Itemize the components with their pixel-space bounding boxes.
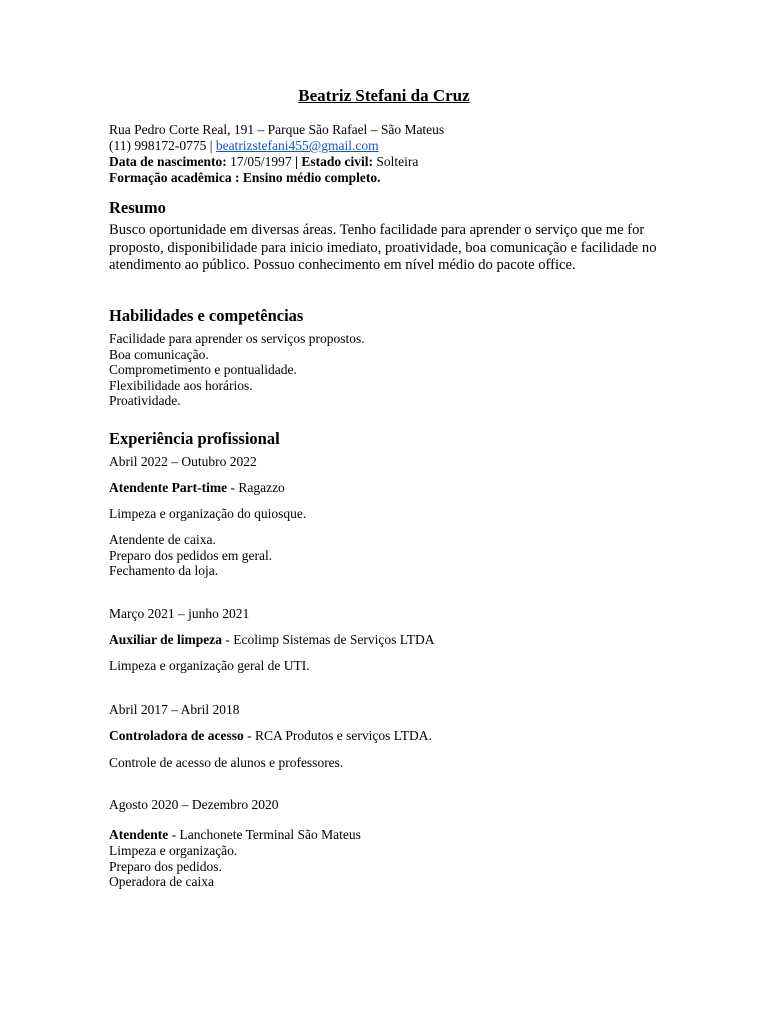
- job-title-line: [109, 827, 361, 843]
- job-role: Atendente Part-time: [109, 480, 228, 495]
- separator: |: [295, 154, 298, 169]
- education: Formação acadêmica : Ensino médio completo.: [109, 170, 381, 185]
- job-description: Limpeza e organização geral de UTI.: [109, 658, 310, 673]
- job-title-line: [109, 728, 432, 744]
- list-item: Limpeza e organização.: [109, 843, 238, 858]
- job-company: - RCA Produtos e serviços LTDA.: [243, 728, 432, 743]
- job-period: Março 2021 – junho 2021: [109, 606, 250, 621]
- skills-heading: Habilidades e competências: [109, 306, 304, 325]
- list-item: Fechamento da loja.: [109, 563, 219, 579]
- candidate-name: Beatriz Stefani da Cruz: [298, 86, 470, 105]
- email-link[interactable]: beatrizstefani455@gmail.com: [215, 138, 379, 153]
- list-item: Boa comunicação.: [109, 346, 209, 362]
- job-company: - Ragazzo: [227, 480, 285, 495]
- job-description: Limpeza e organização do quiosque.: [109, 506, 307, 521]
- list-item: Preparo dos pedidos em geral.: [109, 547, 273, 563]
- birth-label: Data de nascimento:: [109, 154, 227, 169]
- list-item: Preparo dos pedidos.: [109, 858, 222, 874]
- birth-value: 17/05/1997: [230, 154, 292, 169]
- phone: (11) 998172-0775 |: [109, 138, 213, 153]
- job-role: Atendente: [109, 827, 169, 842]
- address: Rua Pedro Corte Real, 191 – Parque São Rafael – São Mateus: [109, 122, 445, 137]
- job-company: - Ecolimp Sistemas de Serviços LTDA: [222, 632, 435, 647]
- job-task-list: [109, 843, 237, 890]
- job-period: Abril 2022 – Outubro 2022: [109, 454, 257, 469]
- list-item: Comprometimento e pontualidade.: [109, 362, 297, 378]
- civil-value: Solteira: [376, 154, 419, 169]
- experience-heading: Experiência profissional: [109, 429, 280, 448]
- skills-list: [109, 331, 365, 409]
- job-period: Abril 2017 – Abril 2018: [109, 702, 240, 717]
- job-title-line: [109, 480, 285, 496]
- job-role: Auxiliar de limpeza: [109, 632, 222, 647]
- list-item: Facilidade para aprender os serviços propostos.: [109, 331, 365, 346]
- list-item: Atendente de caixa.: [109, 532, 216, 547]
- job-task-list: [109, 532, 272, 579]
- phone-email-line: [109, 138, 379, 154]
- list-item: Flexibilidade aos horários.: [109, 377, 253, 393]
- job-company: - Lanchonete Terminal São Mateus: [168, 827, 361, 842]
- list-item: Proatividade.: [109, 393, 181, 409]
- summary-heading: Resumo: [109, 198, 166, 217]
- job-role: Controladora de acesso: [109, 728, 244, 743]
- job-period: Agosto 2020 – Dezembro 2020: [109, 797, 279, 812]
- civil-label: Estado civil:: [301, 154, 374, 169]
- birth-civil-line: [109, 154, 418, 170]
- job-title-line: [109, 632, 434, 648]
- list-item: Operadora de caixa: [109, 874, 214, 890]
- job-description: Controle de acesso de alunos e professores.: [109, 755, 344, 770]
- summary-text: Busco oportunidade em diversas áreas. Tenho facilidade para aprender o serviço que me for proposto, disponibilidade para inicio imediato, proatividade, boa comunicação e facilidade no atendimento ao público. Possuo conhecimento em nível médio do pacote office.: [109, 222, 657, 274]
